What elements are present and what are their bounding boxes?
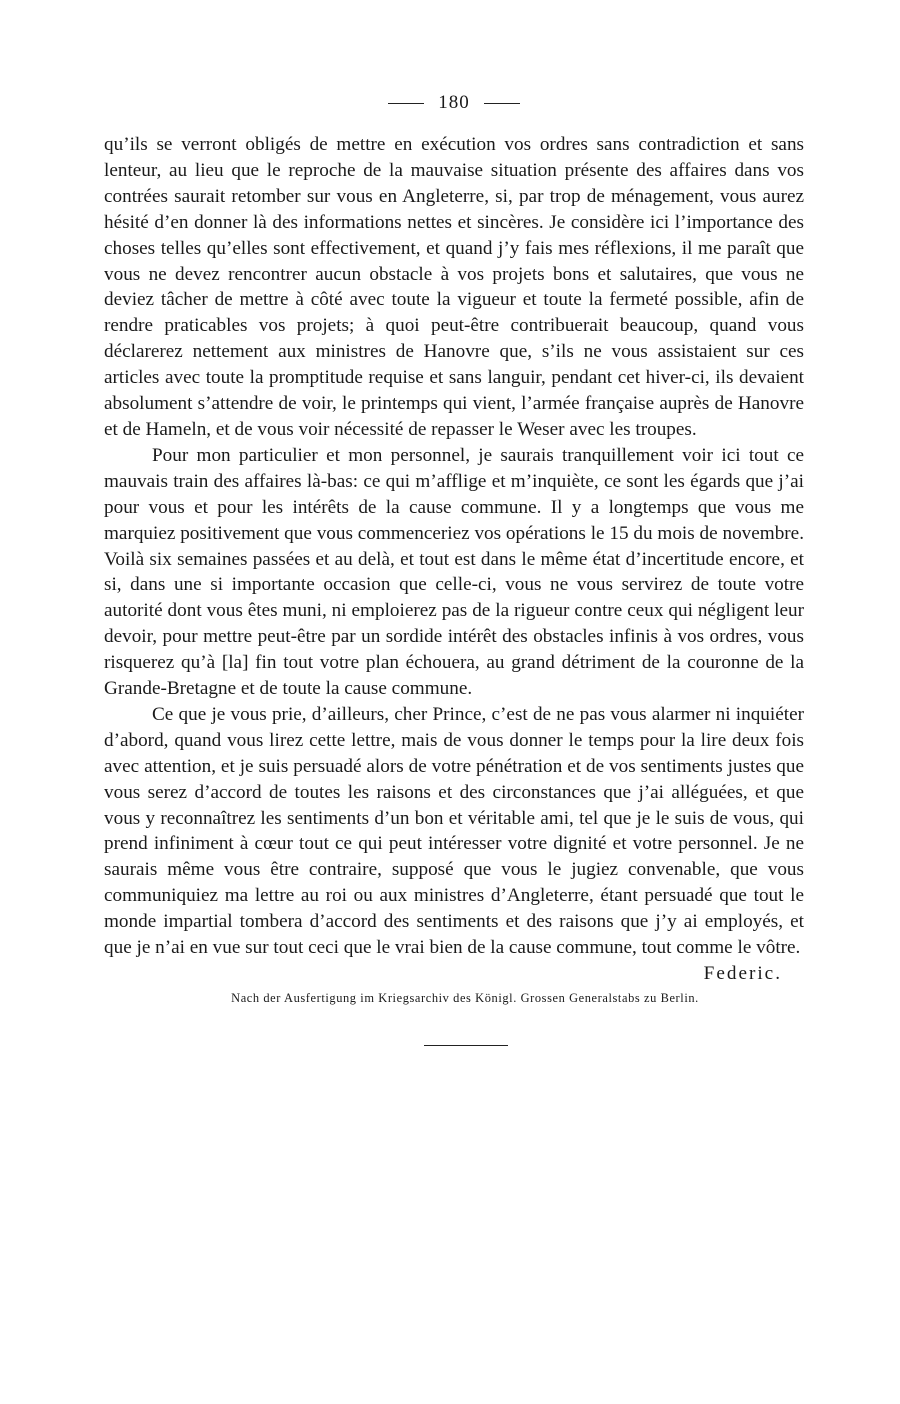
source-note: Nach der Ausfertigung im Kriegsarchiv des Königl. Grossen Generalstabs zu Berlin. xyxy=(231,991,699,1005)
document-page xyxy=(104,88,804,1046)
paragraph-2: Pour mon particulier et mon personnel, je saurais tranquillement voir ici tout ce mauvais train des affaires là-bas: ce qui m’afflige et m’inquiète, ce sont les égards que j’ai pour vous et pour les intérêts de la cause commune. Il y a longtemps que vous me marquiez positivement que vous commenceriez vos opérations le 15 du mois de novembre. Voilà six semaines passées et au delà, et tout est dans le même état d’incertitude encore, et si, dans une si importante occasion que celle-ci, vous ne vous servirez de toute votre autorité dont vous êtes muni, ni emploierez pas de la rigueur contre ceux qui négligent leur devoir, pour mettre peut-être par un sordide intérêt des obstacles infinis à vos ordres, vous risquerez qu’à [la] fin tout votre plan échouera, au grand détriment de la couronne de la Grande-Bretagne et de toute la cause commune. xyxy=(104,444,804,700)
page-header xyxy=(104,88,804,118)
page-number: 180 xyxy=(438,92,470,113)
letter-body xyxy=(104,132,804,961)
paragraph-3: Ce que je vous prie, d’ailleurs, cher Prince, c’est de ne pas vous alarmer ni inquiéter d’abord, quand vous lirez cette lettre, mais de vous donner le temps pour la lire deux fois avec attention, et je suis persuadé alors de votre pénétration et de vos sentiments justes que vous serez d’accord de toutes les raisons et des circonstances que j’ai alléguées, et que vous y reconnaîtrez les sentiments d’un bon et véritable ami, tel que je le suis de vous, qui prend infiniment à cœur tout ce qui peut intéresser votre dignité et votre personnel. Je ne saurais même vous être contraire, supposé que vous le jugiez convenable, que vous communiquiez ma lettre au roi ou aux ministres d’Angleterre, étant persuadé que tout le monde impartial tombera d’accord des sentiments et des raisons que j’y ai employés, et que je n’ai en vue sur tout ceci que le vrai bien de la cause commune, tout comme le vôtre. xyxy=(104,703,804,959)
end-rule xyxy=(424,1045,508,1046)
paragraph-1: qu’ils se verront obligés de mettre en exécution vos ordres sans contradiction et sans lenteur, au lieu que le reproche de la mauvaise situation présente des affaires dans vos contrées saurait retomber sur vous en Angleterre, si, par trop de ménagement, vous aurez hésité d’en donner là des informations nettes et sincères. Je considère ici l’importance des choses telles qu’elles sont effectivement, et quand j’y fais mes réflexions, il me paraît que vous ne devez rencontrer aucun obstacle à vos projets bons et salutaires, que vous ne deviez tâcher de mettre à côté avec toute la vigueur et toute la fermeté possible, afin de rendre praticables vos projets; à quoi peut-être contribuerait beaucoup, quand vous déclarerez nettement aux ministres de Hanovre que, s’ils ne vous assistaient sur ces articles avec toute la promptitude requise et sans languir, pendant cet hiver-ci, ils devaient absolument s’attendre de voir, le printemps qui vient, l’armée française auprès de Hanovre et de Hameln, et de vous voir nécessité de repasser le Weser avec les troupes. xyxy=(104,134,804,440)
signature: Federic. xyxy=(703,963,782,984)
header-rule-right xyxy=(484,103,520,104)
header-rule-left xyxy=(388,103,424,104)
